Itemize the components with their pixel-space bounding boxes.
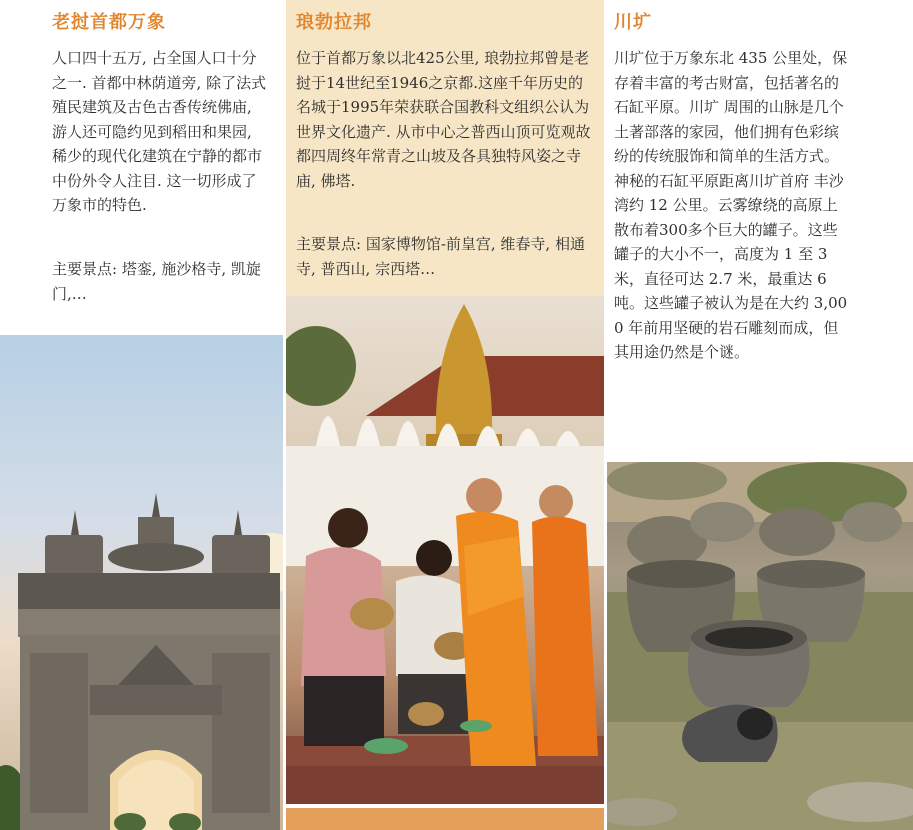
plain-of-jars-photo — [607, 462, 913, 830]
luang-prabang-text-block — [286, 0, 604, 296]
xieng-khouang-description: 川圹位于万象东北 435 公里处，保存着丰富的考古财富，包括著名的石缸平原。川圹 周围的山脉是几个土著部落的家园，他们拥有色彩缤纷的传统服饰和简单的生活方式。神秘的石缸平原距离川圹首府 丰沙湾约 12 公里。云雾缭绕的高原上散布着300多个巨大的罐子。这些罐子的大小不一，高度为 1 至 3 米，直径可达 2.7 米，最重达 6 吨。这些罐子被认为是在大约 3,000 年前用坚硬的岩石雕刻而成，但其用途仍然是个谜。 — [614, 49, 848, 361]
column-vientiane — [0, 0, 283, 830]
luang-prabang-heading: 琅勃拉邦 — [296, 12, 372, 33]
column-luang-prabang — [286, 0, 604, 830]
column-xieng-khouang — [607, 0, 913, 830]
orange-footer-strip — [286, 808, 604, 830]
vientiane-heading: 老挝首都万象 — [52, 12, 166, 33]
xieng-khouang-heading: 川圹 — [614, 12, 652, 33]
vientiane-description: 人口四十五万, 占全国人口十分之一. 首都中林荫道旁, 除了法式殖民建筑及古色古香传统佛庙, 游人还可隐约见到稻田和果园, 稀少的现代化建筑在宁静的都市中份外令人注目. 这一切形成了万象市的特色. — [52, 49, 267, 214]
monks-alms-giving-photo — [286, 296, 604, 804]
patuxai-monument-photo — [0, 335, 283, 830]
luang-prabang-attractions: 主要景点: 国家博物馆-前皇宫, 维春寺, 相通寺, 普西山, 宗西塔… — [296, 235, 585, 278]
vientiane-attractions: 主要景点: 塔銮, 施沙格寺, 凯旋门,… — [52, 260, 261, 303]
luang-prabang-description: 位于首都万象以北425公里, 琅勃拉邦曾是老挝于14世纪至1946之京都.这座千年历史的名城于1995年荣获联合国教科文组织公认为世界文化遗产. 从市中心之普西山顶可览观故都四周终年常青之山坡及各具独特风姿之寺庙, 佛塔. — [296, 49, 591, 190]
